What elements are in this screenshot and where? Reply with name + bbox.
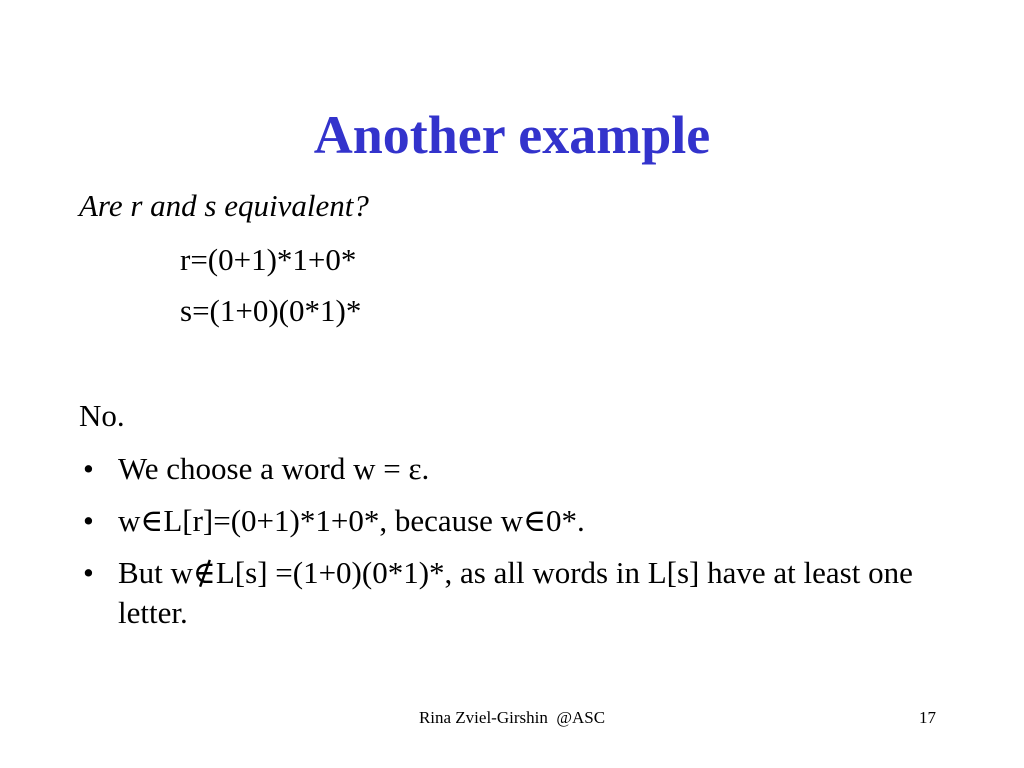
- slide-title: Another example: [313, 105, 711, 165]
- bullet-text: We choose a word w = ε.: [118, 451, 430, 486]
- footer-author: Rina Zviel-Girshin @ASC: [418, 708, 606, 727]
- expression-r: r=(0+1)*1+0*: [180, 242, 357, 277]
- bullet-marker: •: [83, 451, 94, 486]
- expression-s: s=(1+0)(0*1)*: [180, 293, 362, 328]
- bullet-marker: •: [83, 555, 94, 590]
- bullet-item: [79, 553, 959, 633]
- page-number: 17: [919, 708, 936, 727]
- bullet-text: w∈L[r]=(0+1)*1+0*, because w∈0*.: [118, 503, 585, 538]
- question-text: Are r and s equivalent?: [79, 188, 369, 223]
- bullet-list: [79, 449, 959, 645]
- bullet-marker: •: [83, 503, 94, 538]
- bullet-item: [79, 449, 959, 489]
- answer-text: No.: [79, 398, 125, 433]
- bullet-item: [79, 501, 959, 541]
- bullet-text: But w∉L[s] =(1+0)(0*1)*, as all words in L[s] have at least one letter.: [118, 555, 913, 630]
